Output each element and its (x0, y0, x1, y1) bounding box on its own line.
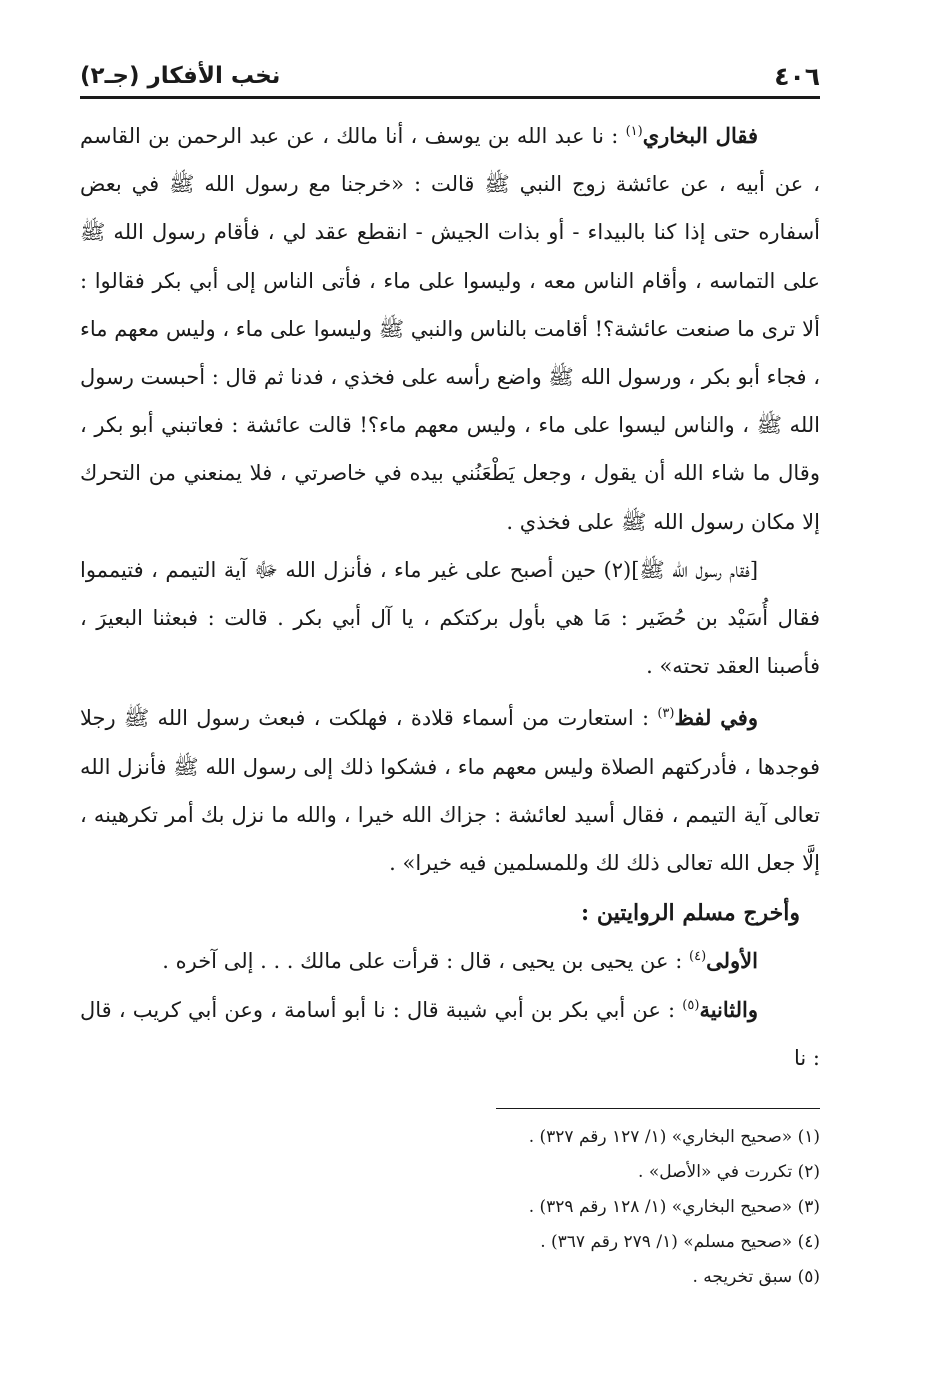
footnote: (٤) «صحيح مسلم» (١/ ٢٧٩ رقم ٣٦٧) . (540, 1232, 820, 1252)
paragraph-continuation (80, 546, 820, 691)
footnote-ref: (١) (625, 124, 643, 139)
paragraph-other-wording (80, 694, 820, 887)
narration-second (80, 986, 820, 1082)
paragraph-text: : استعارت من أسماء قلادة ، فهلكت ، فبعث رسول الله ﷺ رجلا فوجدها ، فأدركتهم الصلاة وليس معهم ماء ، فشكوا ذلك إلى رسول الله ﷺ فأنزل الله تعالى آية التيمم ، فقال أسيد لعائشة : جزاك الله خيرا ، والله ما نزل بك أمر تكرهينه ، إلَّا جعل الله تعالى ذلك لك وللمسلمين فيه خيرا» . (80, 706, 820, 876)
page-number: ٤٠٦ (774, 61, 820, 91)
footnote: (٣) «صحيح البخاري» (١/ ١٢٨ رقم ٣٢٩) . (528, 1197, 820, 1217)
header-rule (80, 96, 820, 99)
main-text (80, 112, 820, 1082)
paragraph-text: : نا عبد الله بن يوسف ، أنا مالك ، عن عبد الرحمن بن القاسم ، عن أبيه ، عن عائشة زوج النبي ﷺ قالت : «خرجنا مع رسول الله ﷺ في بعض أسفاره حتى إذا كنا بالبيداء - أو بذات الجيش - انقطع عقد لي ، فأقام رسول الله ﷺ على التماسه ، وأقام الناس معه ، وليسوا على ماء ، فأتى الناس إلى أبي بكر فقالوا : ألا ترى ما صنعت عائشة؟! أقامت بالناس والنبي ﷺ وليسوا على ماء ، وليس معهم ماء ، فجاء أبو بكر ، ورسول الله ﷺ واضع رأسه على فخذي ، فدنا ثم قال : أحبست رسول الله ﷺ ، والناس ليسوا على ماء ، وليس معهم ماء؟! قالت عائشة : فعاتبني أبو بكر ، وقال ما شاء الله أن يقول ، وجعل يَطْعَنُني بيده في خاصرتي ، فلا يمنعني من التحرك إلا مكان رسول الله ﷺ على فخذي . (80, 124, 820, 534)
page-header (80, 56, 820, 96)
footnote-ref: (٣) (657, 706, 675, 722)
paragraph-lead: وفي لفظ (674, 705, 758, 731)
paragraph-text: [فقام رسول الله ﷺ](٢) حين أصبح على غير ماء ، فأنزل الله ﷻ آية التيمم ، فتيمموا فقال أُسَيْد بن حُضَير : مَا هي بأول بركتكم ، يا آل أبي بكر . قالت : فبعثنا البعيرَ ، فأصبنا العقد تحته» . (80, 557, 820, 679)
footnotes (300, 1120, 820, 1295)
narration-lead: الأولى (706, 948, 758, 974)
paragraph-lead: فقال البخاري (642, 123, 759, 148)
footnote: (٥) سبق تخريجه . (692, 1267, 820, 1287)
narration-text: : عن يحيى بن يحيى ، قال : قرأت على مالك . . . إلى آخره . (162, 949, 689, 974)
running-title: نخب الأفكار (جـ٢) (80, 63, 281, 89)
narration-first (80, 937, 820, 985)
paragraph-bukhari (80, 112, 820, 546)
footnote-separator (496, 1108, 820, 1109)
footnote-ref: (٤) (689, 949, 707, 965)
footnote: (٢) تكررت في «الأصل» . (638, 1162, 820, 1182)
narration-lead: والثانية (699, 996, 758, 1022)
narration-text: : عن أبي بكر بن أبي شيبة قال : نا أبو أسامة ، وعن أبي كريب ، قال : نا (80, 997, 820, 1070)
section-heading: وأخرج مسلم الروايتين : (581, 900, 800, 927)
footnote-ref: (٥) (682, 997, 700, 1013)
footnote: (١) «صحيح البخاري» (١/ ١٢٧ رقم ٣٢٧) . (528, 1127, 820, 1147)
